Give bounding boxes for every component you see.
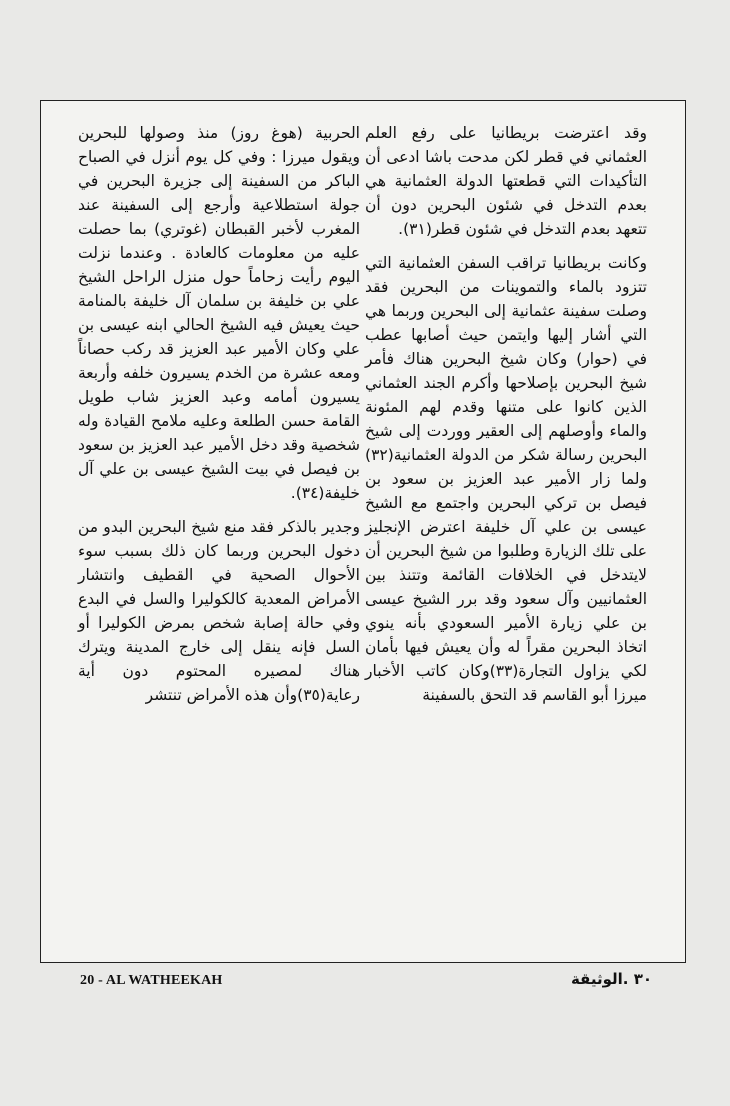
footer-page-label-arabic: ٣٠ .الوثيقة	[570, 970, 652, 988]
paragraph: وقد اعترضت بريطانيا على رفع العلم العثماني في قطر لكن مدحت باشا ادعى أن التأكيدات التي قطعتها الدولة العثمانية هي بعدم التدخل في شئون البحرين دون أن تتعهد بعدم التدخل في شئون قطر(٣١).	[365, 124, 647, 238]
footer-page-label-english: 20 - AL WATHEEKAH	[80, 973, 223, 988]
text-column-left	[78, 121, 360, 717]
text-column-right	[365, 121, 647, 717]
paragraph: وجدير بالذكر فقد منع شيخ البحرين البدو من دخول البحرين وربما كان ذلك بسبب سوء الأحوال الصحية في القطيف وانتشار الأمراض المعدية كالكوليرا والسل في البدع وفي حالة إصابة شخص بمرض الكوليرا أو السل فإنه ينقل إلى خارج المدينة ويترك هناك لمصيره المحتوم دون أية رعاية(٣٥)وأن هذه الأمراض تنتشر	[78, 518, 360, 704]
page-frame	[40, 100, 686, 963]
paragraph: وكانت بريطانيا تراقب السفن العثمانية التي تتزود بالماء والتموينات من البحرين فقد وصلت سفينة عثمانية إلى البحرين وربما هي التي أشار إليها وايتمن حيث أصابها عطب في (حوار) وكان شيخ البحرين هناك فأمر شيخ البحرين بإصلاحها وأكرم الجند العثماني الذين كانوا على متنها وقدم لهم المئونة والماء وأوصلهم إلى العقير ووردت إلى شيخ البحرين رسالة شكر من الدولة العثمانية(٣٢) ولما زار الأمير عبد العزيز بن سعود بن فيصل بن تركي البحرين واجتمع مع الشيخ عيسى بن علي آل خليفة اعترض الإنجليز على تلك الزيارة وطلبوا من شيخ البحرين أن لايتدخل في الخلافات القائمة وتتنذ بين العثمانيين وآل سعود وقد برر الشيخ عيسى بن علي زيارة الأمير السعودي بأنه ينوي اتخاذ البحرين مقراً له وأن يعيش فيها بأمان لكي يزاول التجارة(٣٣)وكان كاتب الأخبار ميرزا أبو القاسم قد التحق بالسفينة	[365, 254, 647, 704]
paragraph: الحربية (هوغ روز) منذ وصولها للبحرين ويقول ميرزا : وفي كل يوم أنزل في الصباح الباكر من السفينة إلى جزيرة البحرين في جولة استطلاعية وأرجع إلى السفينة عند المغرب لأخبر القبطان (غوتري) بما حصلت عليه من معلومات كالعادة . وعندما نزلت اليوم رأيت زحاماً حول منزل الراحل الشيخ علي بن خليفة بن سلمان آل خليفة بالمنامة حيث يعيش فيه الشيخ الحالي ابنه عيسى بن علي وكان الأمير عبد العزيز قد ركب حصاناً ومعه عشرة من الخدم يسيرون خلفه وأربعة يسيرون أمامه وعبد العزيز شاب طويل القامة حسن الطلعة وعليه ملامح القيادة وله شخصية وقد دخل الأمير عبد العزيز بن سعود بن فيصل في بيت الشيخ عيسى بن علي آل خليفة(٣٤).	[78, 124, 360, 502]
